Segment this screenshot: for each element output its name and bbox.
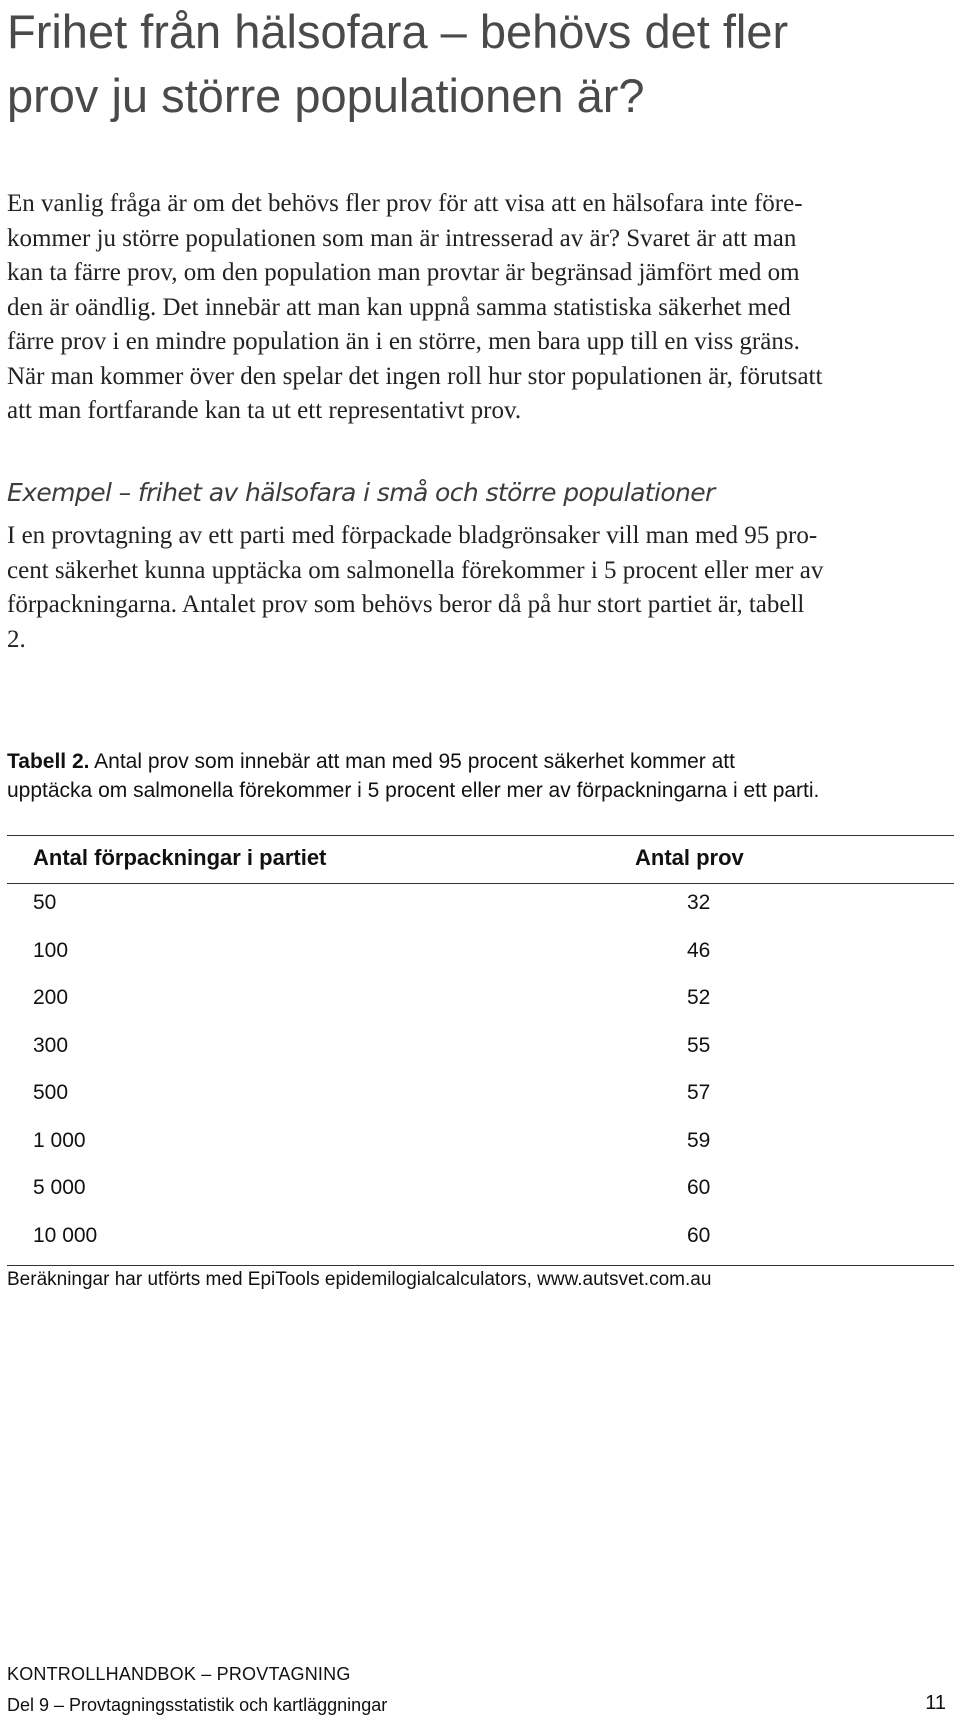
title-line: prov ju större populationen är? [7,69,645,122]
sample-count-cell: 59 [687,1128,711,1152]
example-paragraph [7,519,947,657]
page-number: 11 [925,1692,946,1714]
table-caption [7,747,957,805]
lot-size-cell: 300 [33,1033,69,1057]
table-header-sample-count: Antal prov [635,845,744,870]
table-header-lot-size: Antal förpackningar i partiet [33,845,327,870]
footer-section-title: Del 9 – Provtagningsstatistik och kartläggningar [7,1695,388,1715]
table-caption-text: Antal prov som innebär att man med 95 procent säkerhet kommer att [89,750,735,773]
table-row [7,939,954,969]
intro-line: att man fortfarande kan ta ut ett representativt prov. [7,397,522,424]
table-row [7,1176,954,1206]
footer-handbook-title: KONTROLLHANDBOK – PROVTAGNING [7,1664,351,1684]
table-caption-label: Tabell 2. [7,750,90,773]
lot-size-cell: 200 [33,986,69,1009]
sample-count-cell: 32 [687,891,711,914]
example-line: cent säkerhet kunna upptäcka om salmonella förekommer i 5 procent eller mer av [7,556,824,584]
table-caption-text: upptäcka om salmonella förekommer i 5 procent eller mer av förpackningarna i ett parti. [7,779,820,802]
sample-count-cell: 60 [687,1223,711,1247]
table-footnote: Beräkningar har utförts med EpiTools epidemilogialcalculators, www.autsvet.com.au [7,1269,712,1290]
table-row [7,1081,954,1111]
sample-count-cell: 60 [687,1176,711,1199]
table-row [7,986,954,1016]
example-line: förpackningarna. Antalet prov som behövs beror då på hur stort partiet är, tabell [7,591,805,618]
table-header-rule [7,883,954,884]
intro-line: En vanlig fråga är om det behövs fler prov för att visa att en hälsofara inte före- [7,190,803,217]
intro-line: den är oändlig. Det innebär att man kan uppnå samma statistiska säkerhet med [7,293,791,321]
lot-size-cell: 500 [33,1081,69,1104]
intro-line: kommer ju större populationen som man är intresserad av är? Svaret är att man [7,224,797,252]
table-top-rule [7,835,954,836]
intro-line: kan ta färre prov, om den population man provtar är begränsad jämfört med om [7,259,800,286]
lot-size-cell: 1 000 [33,1128,86,1152]
table-row [7,1129,954,1159]
title-line: Frihet från hälsofara – behövs det fler [7,5,789,58]
intro-line: När man kommer över den spelar det ingen roll hur stor populationen är, förutsatt [7,362,823,390]
table-row [7,1224,954,1254]
table-row [7,891,954,921]
intro-line: färre prov i en mindre population än i en större, men bara upp till en viss gräns. [7,328,800,355]
lot-size-cell: 50 [33,891,57,914]
page-title [7,0,907,128]
lot-size-cell: 5 000 [33,1176,86,1199]
example-line: I en provtagning av ett parti med förpackade bladgrönsaker vill man med 95 pro- [7,522,818,549]
lot-size-cell: 10 000 [33,1223,98,1247]
lot-size-cell: 100 [33,938,69,962]
intro-paragraph [7,187,947,429]
sample-count-cell: 57 [687,1081,711,1104]
table-row [7,1034,954,1064]
table-bottom-rule [7,1265,954,1266]
sample-count-cell: 46 [687,938,711,962]
sample-count-cell: 52 [687,986,711,1009]
sample-count-cell: 55 [687,1033,711,1057]
example-line: 2. [7,625,26,653]
example-heading: Exempel – frihet av hälsofara i små och större populationer [7,478,715,507]
